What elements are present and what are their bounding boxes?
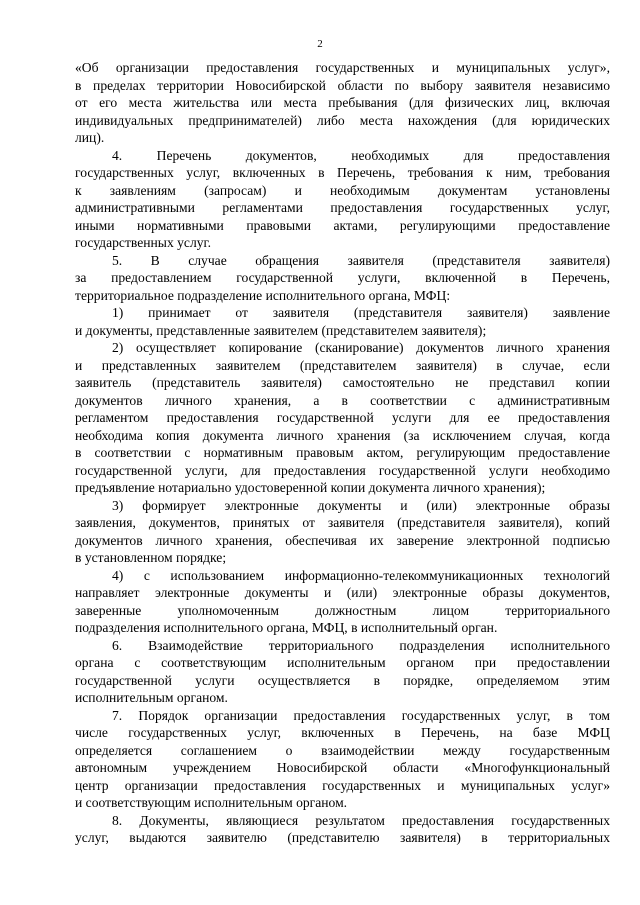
text-line: 7. Порядок организации предоставления государственных услуг, в том <box>112 707 610 723</box>
text-line: 8. Документы, являющиеся результатом предоставления государственных <box>112 812 610 828</box>
text-line: «Об организации предоставления государственных и муниципальных услуг», <box>75 60 610 75</box>
text-line: исполнительным органом. <box>75 690 228 705</box>
text-line: индивидуальных предпринимателей) либо места нахождения (для юридических <box>75 112 610 128</box>
text-line: иными нормативными правовыми актами, регулирующими предоставление <box>75 217 610 233</box>
document-body <box>75 59 610 847</box>
text-line: и документы, представленные заявителем (представителем заявителя); <box>75 322 487 338</box>
text-line: регламентом предоставления государственной услуги для ее предоставления <box>75 410 610 425</box>
text-line: государственной услуги осуществляется в порядке, определяемом этим <box>75 672 610 688</box>
text-line: 6. Взаимодействие территориального подразделения исполнительного <box>112 637 610 653</box>
text-line: направляет электронные документы и (или) электронные образы документов, <box>75 585 610 600</box>
text-line: в пределах территории Новосибирской области по выбору заявителя независимо <box>75 77 610 93</box>
text-line: подразделения исполнительного органа, МФЦ, в исполнительный орган. <box>75 620 498 635</box>
text-line: документов личного хранения, а в соответствии с административным <box>75 392 610 408</box>
text-line: органа с соответствующим исполнительным органом при предоставлении <box>75 655 610 670</box>
text-line: в установленном порядке; <box>75 550 227 565</box>
text-line: от его места жительства или места пребывания (для физических лиц, включая <box>75 95 610 110</box>
text-line: и представленных заявителем (представителем заявителя) в случае, если <box>75 357 610 373</box>
text-line: 1) принимает от заявителя (представителя заявителя) заявление <box>112 305 610 320</box>
text-line: заявления, документов, принятых от заявителя (представителя заявителя), копий <box>75 515 610 530</box>
text-line: определяется соглашением о взаимодействии между государственным <box>75 742 610 758</box>
text-line: к заявлениям (запросам) и необходимым документам установлены <box>75 182 610 198</box>
text-line: 5. В случае обращения заявителя (представителя заявителя) <box>112 252 610 268</box>
text-line: и соответствующим исполнительным органом. <box>75 795 348 810</box>
text-line: территориальное подразделение исполнительного органа, МФЦ: <box>75 287 451 303</box>
text-line: центр организации предоставления государственных и муниципальных услуг» <box>75 777 610 793</box>
text-line: автономным учреждением Новосибирской области «Многофункциональный <box>75 760 610 775</box>
text-line: 4) с использованием информационно-телекоммуникационных технологий <box>112 567 610 583</box>
text-line: государственной услуги, для предоставления государственной услуги необходимо <box>75 462 610 478</box>
text-line: необходима копия документа личного хранения (за исключением случая, когда <box>75 427 610 443</box>
text-line: лиц). <box>75 130 105 145</box>
text-line: заверенные уполномоченным должностным лицом территориального <box>75 602 610 618</box>
text-line: административными регламентами предоставления государственных услуг, <box>75 200 610 215</box>
text-line: услуг, выдаются заявителю (представителю заявителя) в территориальных <box>75 830 610 845</box>
text-line: 2) осуществляет копирование (сканирование) документов личного хранения <box>112 340 610 355</box>
text-line: предъявление нотариально удостоверенной копии документа личного хранения); <box>75 480 546 495</box>
page-number: 2 <box>317 38 323 50</box>
text-line: заявитель (представитель заявителя) самостоятельно не представил копии <box>75 375 610 390</box>
text-line: документов личного хранения, обеспечивая их заверение электронной подписью <box>75 532 610 548</box>
text-line: за предоставлением государственной услуги, включенной в Перечень, <box>75 270 610 285</box>
text-line: 4. Перечень документов, необходимых для предоставления <box>112 147 610 163</box>
text-line: числе государственных услуг, включенных в Перечень, на базе МФЦ <box>75 725 610 740</box>
text-line: государственных услуг. <box>75 235 211 250</box>
text-line: в соответствии с нормативным правовым актом, регулирующим предоставление <box>75 445 610 460</box>
text-line: государственных услуг, включенных в Перечень, требования к ним, требования <box>75 165 610 180</box>
text-line: 3) формирует электронные документы и (или) электронные образы <box>112 497 610 513</box>
